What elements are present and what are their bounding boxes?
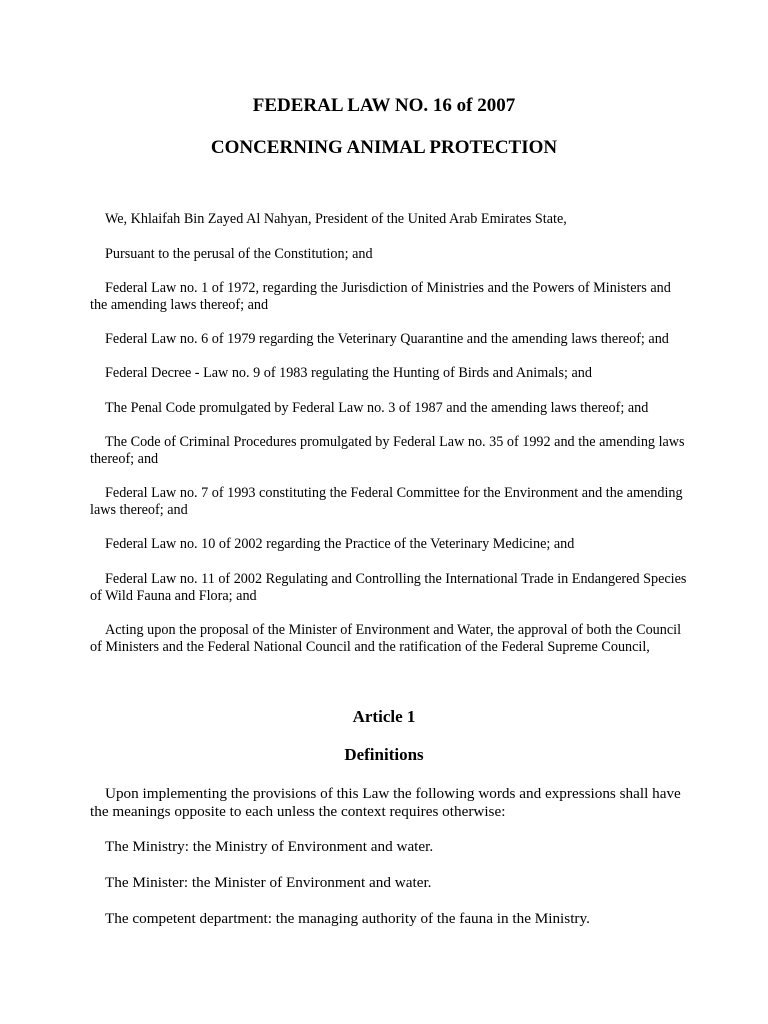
preamble-paragraph: Acting upon the proposal of the Minister of Environment and Water, the approval of both the Council of Ministers and the Federal National Council and the ratification of the Federal Supreme Council, bbox=[90, 622, 682, 655]
preamble-paragraph: Federal Law no. 7 of 1993 constituting the Federal Committee for the Environment and the amending laws thereof; and bbox=[90, 485, 683, 518]
preamble-paragraph: Pursuant to the perusal of the Constitution; and bbox=[105, 246, 373, 262]
article-heading: Definitions bbox=[344, 745, 424, 764]
article-number: Article 1 bbox=[352, 707, 416, 726]
preamble-paragraph: Federal Law no. 6 of 1979 regarding the Veterinary Quarantine and the amending laws thereof; and bbox=[105, 331, 669, 347]
preamble-paragraph: Federal Decree - Law no. 9 of 1983 regulating the Hunting of Birds and Animals; and bbox=[105, 365, 592, 381]
article-paragraph: Upon implementing the provisions of this Law the following words and expressions shall have the meanings opposite to each unless the context requires otherwise: bbox=[90, 785, 681, 820]
preamble-paragraph: Federal Law no. 11 of 2002 Regulating and Controlling the International Trade in Endangered Species of Wild Fauna and Flora; and bbox=[90, 571, 687, 604]
preamble-paragraph: We, Khlaifah Bin Zayed Al Nahyan, President of the United Arab Emirates State, bbox=[105, 211, 567, 227]
preamble-paragraph: The Code of Criminal Procedures promulgated by Federal Law no. 35 of 1992 and the amending laws thereof; and bbox=[90, 434, 685, 467]
article-paragraph: The Ministry: the Ministry of Environment and water. bbox=[105, 838, 434, 855]
preamble-paragraph: The Penal Code promulgated by Federal Law no. 3 of 1987 and the amending laws thereof; and bbox=[105, 400, 649, 416]
law-subtitle: CONCERNING ANIMAL PROTECTION bbox=[210, 137, 558, 158]
law-title: FEDERAL LAW NO. 16 of 2007 bbox=[252, 95, 516, 116]
preamble-paragraph: Federal Law no. 1 of 1972, regarding the Jurisdiction of Ministries and the Powers of Ministers and the amending laws thereof; and bbox=[90, 280, 671, 313]
preamble-paragraph: Federal Law no. 10 of 2002 regarding the Practice of the Veterinary Medicine; and bbox=[105, 536, 575, 552]
article-paragraph: The competent department: the managing authority of the fauna in the Ministry. bbox=[105, 910, 590, 927]
article-paragraph: The Minister: the Minister of Environment and water. bbox=[105, 874, 432, 891]
